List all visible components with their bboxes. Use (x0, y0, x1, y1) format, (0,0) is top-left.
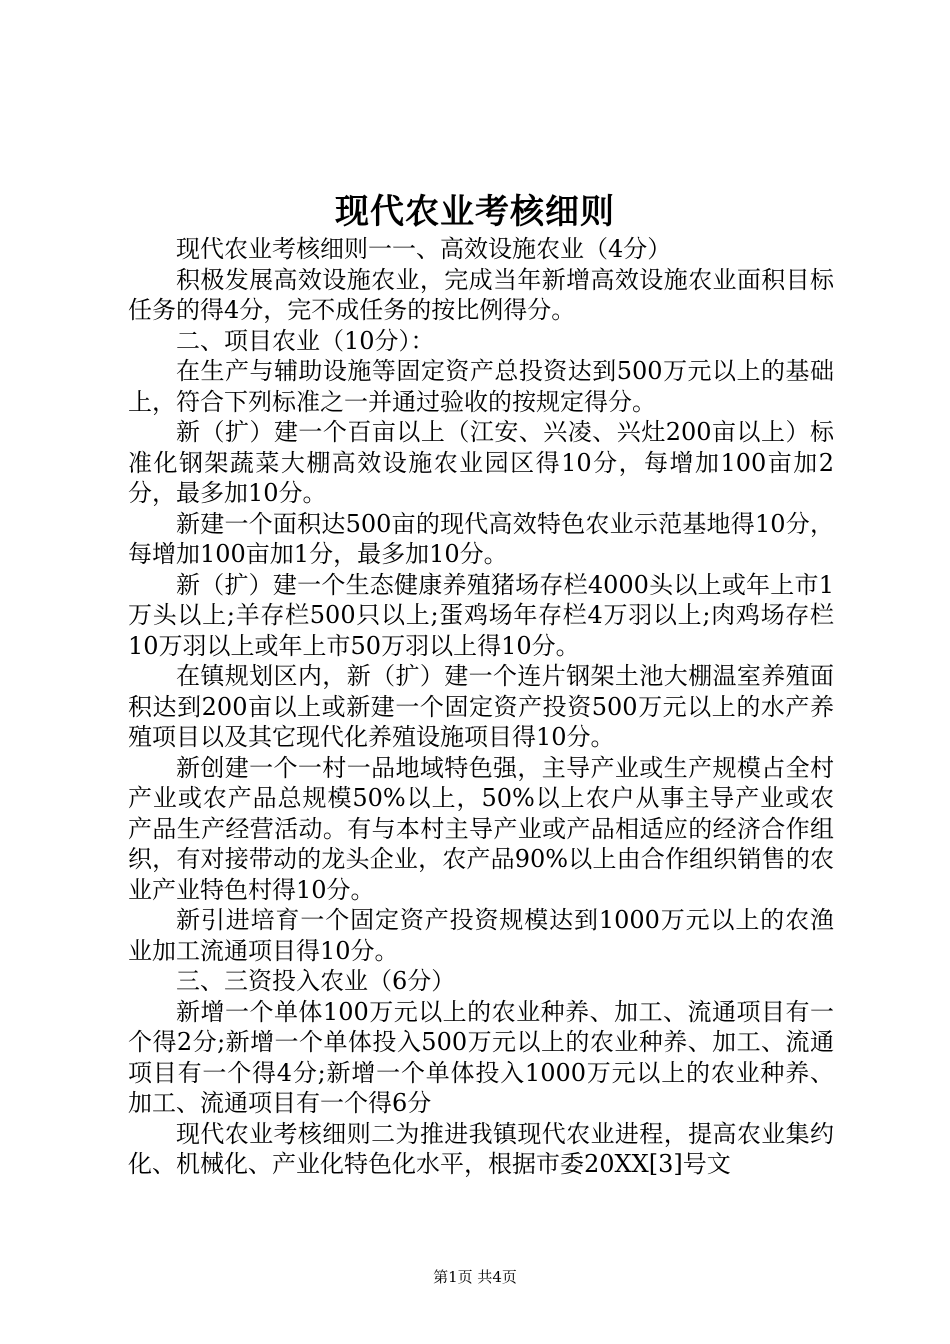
page-number-footer: 第1页 共4页 (433, 1268, 517, 1286)
paragraph: 新建一个面积达500亩的现代高效特色农业示范基地得10分，每增加100亩加1分，最多加10分。 (128, 509, 834, 568)
paragraph: 新（扩）建一个百亩以上（江安、兴凌、兴灶200亩以上）标准化钢架蔬菜大棚高效设施农业园区得10分，每增加100亩加2分，最多加10分。 (128, 418, 834, 507)
paragraph: 在镇规划区内，新（扩）建一个连片钢架土池大棚温室养殖面积达到200亩以上或新建一个固定资产投资500万元以上的水产养殖项目以及其它现代化养殖设施项目得10分。 (128, 662, 834, 751)
section-heading-three: 三、三资投入农业（6分） (176, 967, 456, 995)
paragraph: 新增一个单体100万元以上的农业种养、加工、流通项目有一个得2分;新增一个单体投入500万元以上的农业种养、加工、流通项目有一个得4分;新增一个单体投入1000万元以上的农业种养、加工、流通项目有一个得6分 (128, 997, 834, 1117)
paragraph: 在生产与辅助设施等固定资产总投资达到500万元以上的基础上，符合下列标准之一并通过验收的按规定得分。 (128, 357, 834, 416)
paragraph: 新创建一个一村一品地域特色强，主导产业或生产规模占全村产业或农产品总规模50%以上，50%以上农户从事主导产业或农产品生产经营活动。有与本村主导产业或产品相适应的经济合作组织，有对接带动的龙头企业，农产品90%以上由合作组织销售的农业产业特色村得10分。 (128, 753, 834, 904)
paragraph-intro-section-one: 现代农业考核细则一一、高效设施农业（4分） (176, 235, 672, 263)
paragraph: 积极发展高效设施农业，完成当年新增高效设施农业面积目标任务的得4分，完不成任务的按比例得分。 (128, 265, 834, 324)
section-heading-two: 二、项目农业（10分）： (176, 326, 435, 355)
paragraph: 现代农业考核细则二为推进我镇现代农业进程，提高农业集约化、机械化、产业化特色化水平，根据市委20XX[3]号文 (128, 1119, 834, 1178)
paragraph: 新引进培育一个固定资产投资规模达到1000万元以上的农渔业加工流通项目得10分。 (128, 906, 834, 965)
document-title: 现代农业考核细则 (335, 192, 615, 232)
document-body (128, 234, 834, 1180)
paragraph: 新（扩）建一个生态健康养殖猪场存栏4000头以上或年上市1万头以上;羊存栏500只以上;蛋鸡场年存栏4万羽以上;肉鸡场存栏10万羽以上或年上市50万羽以上得10分。 (128, 570, 834, 660)
